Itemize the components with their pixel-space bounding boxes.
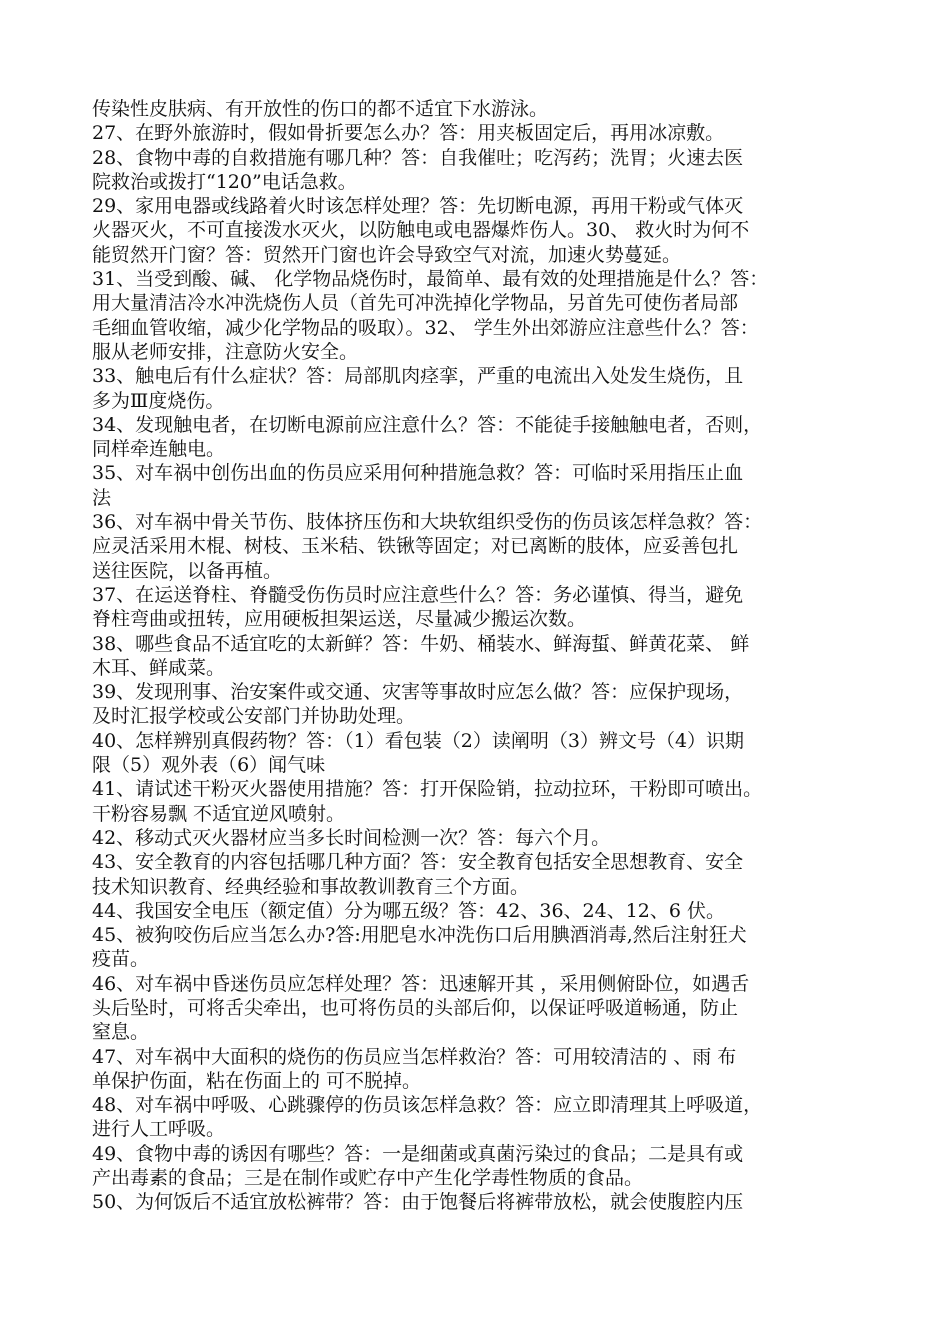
text-line: 28、食物中毒的自救措施有哪几种？答：自我催吐；吃泻药；洗胃；火速去医: [92, 146, 744, 169]
text-line: 47、对车祸中大面积的烧伤的伤员应当怎样救治？答：可用较清洁的 、雨 布: [92, 1045, 737, 1068]
text-line: 31、当受到酸、碱、 化学物品烧伤时，最简单、最有效的处理措施是什么？答：: [92, 268, 769, 291]
text-line: 33、触电后有什么症状？答：局部肌肉痉挛，严重的电流出入处发生烧伤，且: [92, 365, 744, 388]
text-line: 35、对车祸中创伤出血的伤员应采用何种措施急救？答：可临时采用指压止血: [92, 462, 744, 485]
text-line: 技术知识教育、经典经验和事故教训教育三个方面。: [92, 875, 530, 898]
text-line: 34、发现触电者，在切断电源前应注意什么？答：不能徒手接触触电者，否则，: [92, 413, 763, 436]
text-line: 37、在运送脊柱、脊髓受伤伤员时应注意些什么？答：务必谨慎、得当，避免: [92, 583, 744, 606]
text-line: 院救治或拨打“120”电话急救。: [92, 170, 357, 193]
text-line: 及时汇报学校或公安部门并协助处理。: [92, 705, 416, 728]
text-line: 毛细血管收缩，减少化学物品的吸取）。32、 学生外出郊游应注意些什么？答：: [92, 316, 759, 339]
text-line: 同样牵连触电。: [92, 438, 226, 461]
text-line: 45、被狗咬伤后应当怎么办?答:用肥皂水冲洗伤口后用腆酒消毒,然后注射狂犬: [92, 924, 747, 947]
text-line: 能贸然开门窗？答：贸然开门窗也许会导致空气对流，加速火势蔓延。: [92, 243, 682, 266]
text-line: 40、怎样辨别真假药物？答：（1）看包装（2）读阐明（3）辨文号（4）识期: [92, 729, 745, 752]
text-line: 多为Ⅲ度烧伤。: [92, 389, 225, 412]
text-line: 窒息。: [92, 1021, 150, 1044]
text-line: 火器灭火，不可直接泼水灭火，以防触电或电器爆炸伤人。30、 救火时为何不: [92, 219, 750, 242]
text-line: 脊柱弯曲或扭转，应用硬板担架运送，尽量减少搬运次数。: [92, 608, 587, 631]
text-line: 限（5）观外表（6）闻气味: [92, 754, 326, 777]
text-line: 36、对车祸中骨关节伤、肢体挤压伤和大块软组织受伤的伤员该怎样急救？答：: [92, 511, 763, 534]
text-line: 单保护伤面，粘在伤面上的 可不脱掉。: [92, 1069, 422, 1092]
text-line: 44、我国安全电压（额定值）分为哪五级？答：42、36、24、12、6 伏。: [92, 899, 726, 922]
text-line: 疫苗。: [92, 948, 150, 971]
document-body: [92, 97, 882, 1215]
text-line: 法: [92, 486, 112, 509]
text-line: 产出毒素的食品；三是在制作或贮存中产生化学毒性物质的食品。: [92, 1167, 644, 1190]
text-line: 木耳、鲜咸菜。: [92, 656, 226, 679]
text-line: 39、发现刑事、治安案件或交通、灾害等事故时应怎么做？答：应保护现场，: [92, 681, 744, 704]
text-line: 49、食物中毒的诱因有哪些？答：一是细菌或真菌污染过的食品；二是具有或: [92, 1142, 744, 1165]
text-line: 27、在野外旅游时，假如骨折要怎么办？答：用夹板固定后，再用冰凉敷。: [92, 122, 725, 145]
text-line: 38、哪些食品不适宜吃的太新鲜？答：牛奶、桶装水、鲜海蜇、鲜黄花菜、 鲜: [92, 632, 750, 655]
text-line: 50、为何饭后不适宜放松裤带？答：由于饱餐后将裤带放松，就会使腹腔内压: [92, 1191, 744, 1214]
text-line: 送往医院，以备再植。: [92, 559, 283, 582]
text-line: 42、移动式灭火器材应当多长时间检测一次？答：每六个月。: [92, 826, 611, 849]
text-line: 头后坠时，可将舌尖牵出，也可将伤员的头部后仰，以保证呼吸道畅通，防止: [92, 996, 739, 1019]
text-line: 41、请试述干粉灭火器使用措施？答：打开保险销，拉动拉环，干粉即可喷出。: [92, 778, 763, 801]
text-line: 服从老师安排，注意防火安全。: [92, 340, 359, 363]
text-line: 43、安全教育的内容包括哪几种方面？答：安全教育包括安全思想教育、安全: [92, 851, 744, 874]
text-line: 48、对车祸中呼吸、心跳骤停的伤员该怎样急救？答：应立即清理其上呼吸道，: [92, 1094, 763, 1117]
text-line: 应灵活采用木棍、树枝、玉米秸、铁锹等固定；对已离断的肢体，应妥善包扎: [92, 535, 739, 558]
text-line: 用大量清洁冷水冲洗烧伤人员（首先可冲洗掉化学物品，另首先可使伤者局部: [92, 292, 739, 315]
text-line: 传染性皮肤病、有开放性的伤口的都不适宜下水游泳。: [92, 98, 549, 120]
text-line: 29、家用电器或线路着火时该怎样处理？答：先切断电源，再用干粉或气体灭: [92, 195, 744, 218]
text-line: 进行人工呼吸。: [92, 1118, 226, 1141]
text-line: 干粉容易飘 不适宜逆风喷射。: [92, 802, 346, 825]
text-line: 46、对车祸中昏迷伤员应怎样处理？答：迅速解开其 ，采用侧俯卧位，如遇舌: [92, 972, 750, 995]
